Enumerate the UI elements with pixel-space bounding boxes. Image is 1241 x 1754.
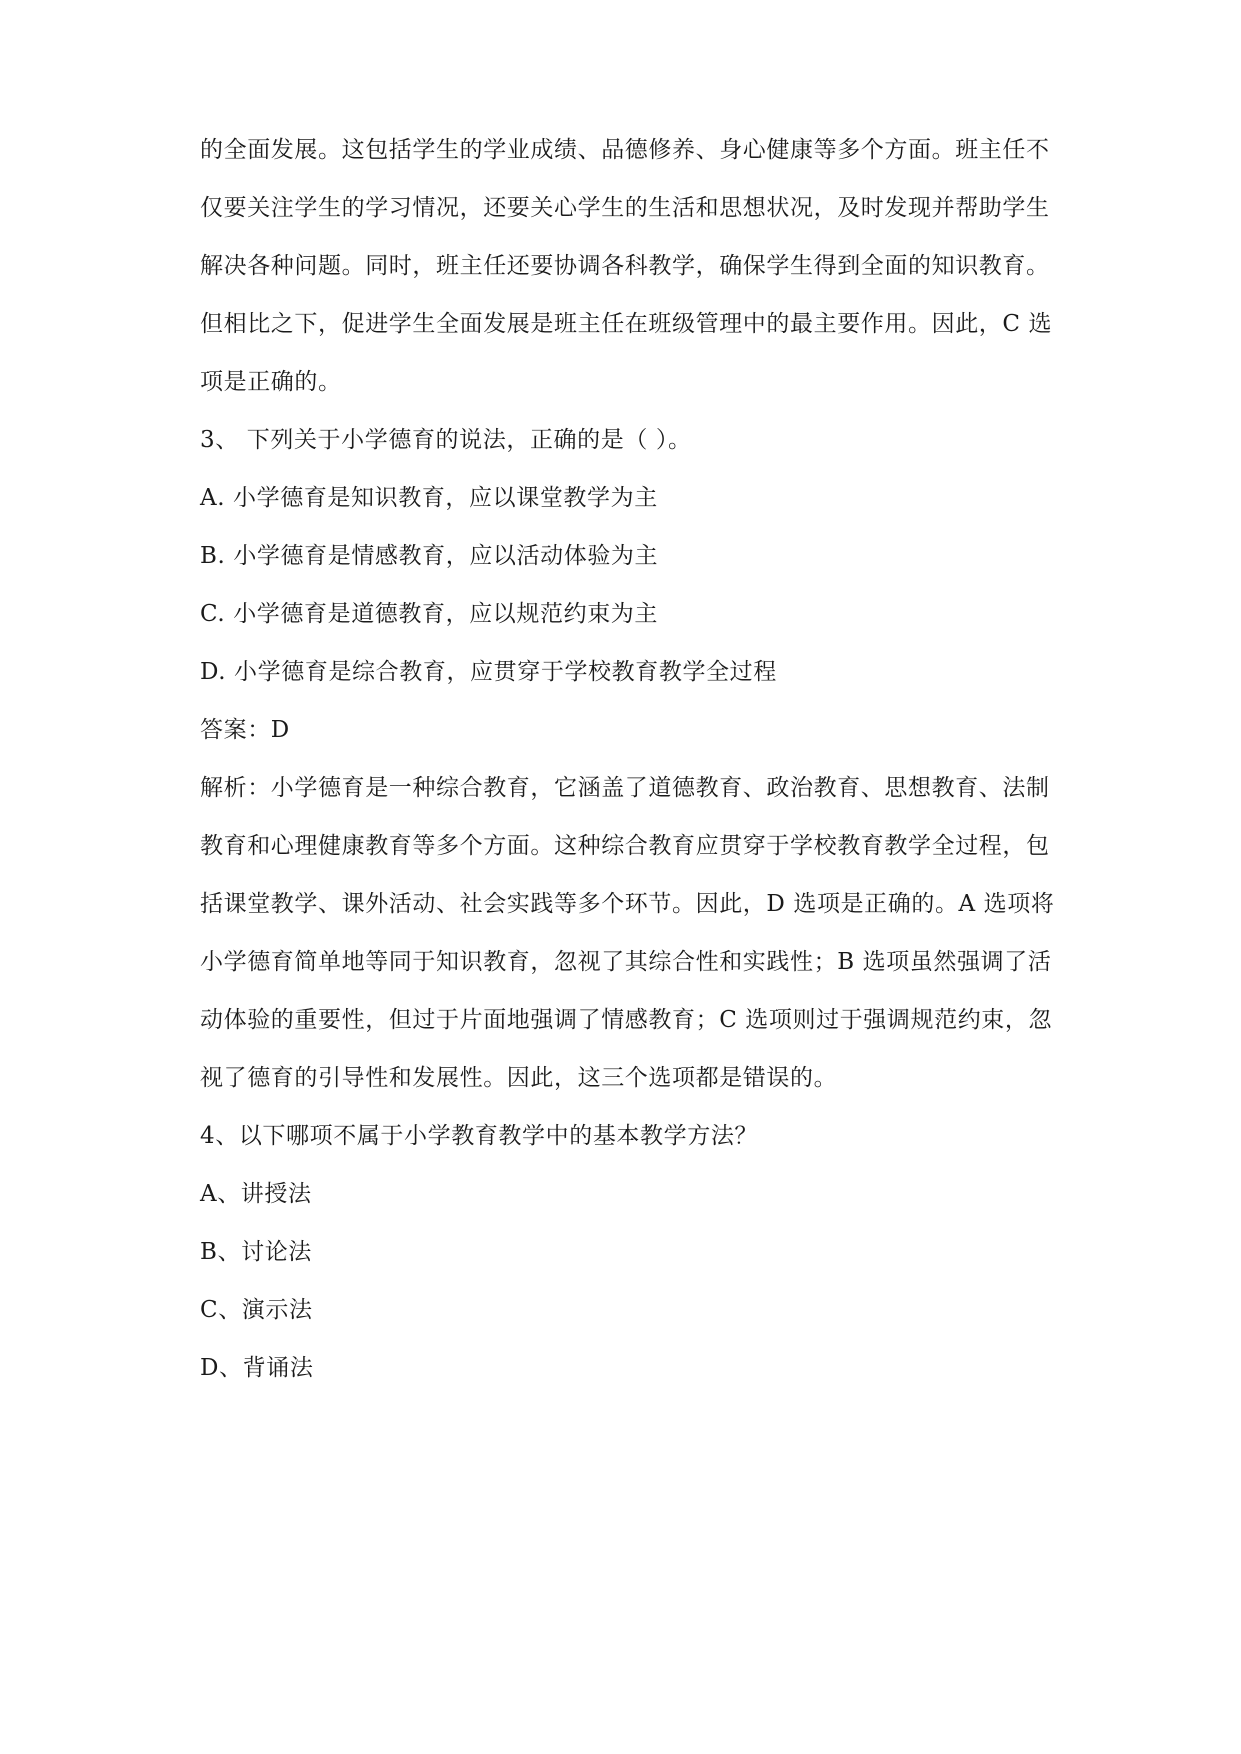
question-3-stem: 3、 下列关于小学德育的说法，正确的是（ ）。 [200, 427, 692, 453]
question-3-option-a: A. 小学德育是知识教育，应以课堂教学为主 [200, 485, 658, 511]
question-3-explanation-line: 教育和心理健康教育等多个方面。这种综合教育应贯穿于学校教育教学全过程，包 [200, 833, 1050, 859]
question-3-option-b: B. 小学德育是情感教育，应以活动体验为主 [200, 543, 659, 569]
question-3-explanation-line: 视了德育的引导性和发展性。因此，这三个选项都是错误的。 [200, 1065, 838, 1091]
explanation-line: 的全面发展。这包括学生的学业成绩、品德修养、身心健康等多个方面。班主任不 [200, 137, 1050, 163]
question-3-explanation-line: 动体验的重要性，但过于片面地强调了情感教育；C 选项则过于强调规范约束，忽 [200, 1007, 1053, 1033]
question-3-explanation-line: 括课堂教学、课外活动、社会实践等多个环节。因此，D 选项是正确的。A 选项将 [200, 891, 1055, 917]
question-4-option-c: C、演示法 [200, 1297, 313, 1323]
question-4-stem: 4、以下哪项不属于小学教育教学中的基本教学方法？ [200, 1123, 759, 1149]
question-4-option-b: B、讨论法 [200, 1239, 312, 1265]
explanation-line: 解决各种问题。同时，班主任还要协调各科教学，确保学生得到全面的知识教育。 [200, 253, 1050, 279]
question-3-option-c: C. 小学德育是道德教育，应以规范约束为主 [200, 601, 659, 627]
question-3-explanation-line: 小学德育简单地等同于知识教育，忽视了其综合性和实践性；B 选项虽然强调了活 [200, 949, 1052, 975]
explanation-line: 项是正确的。 [200, 369, 342, 395]
explanation-line: 但相比之下，促进学生全面发展是班主任在班级管理中的最主要作用。因此，C 选 [200, 311, 1053, 337]
question-4-option-d: D、背诵法 [200, 1355, 314, 1381]
question-3-answer: 答案：D [200, 717, 290, 743]
question-4-option-a: A、讲授法 [200, 1181, 312, 1207]
question-3-explanation-line: 解析：小学德育是一种综合教育，它涵盖了道德教育、政治教育、思想教育、法制 [200, 775, 1050, 801]
question-3-option-d: D. 小学德育是综合教育，应贯穿于学校教育教学全过程 [200, 659, 777, 685]
explanation-line: 仅要关注学生的学习情况，还要关心学生的生活和思想状况，及时发现并帮助学生 [200, 195, 1050, 221]
